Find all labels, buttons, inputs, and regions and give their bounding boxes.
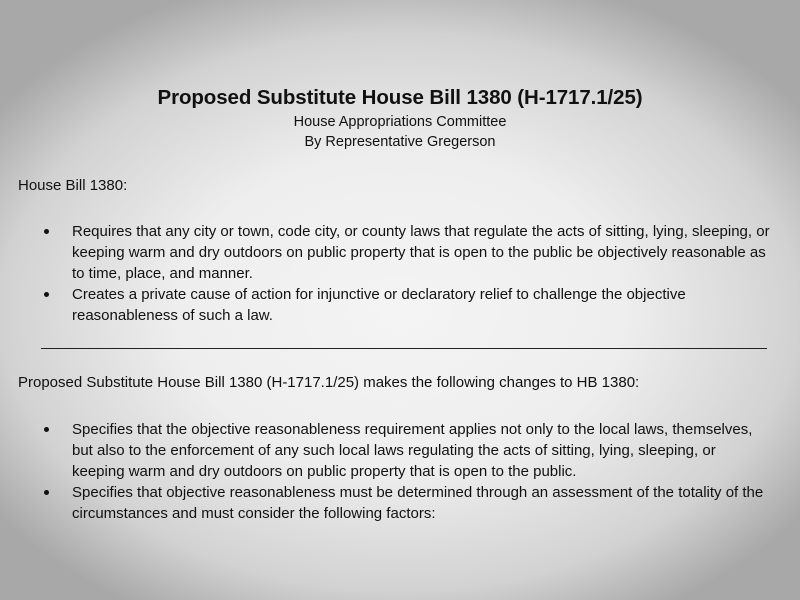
bullet-text: Specifies that objective reasonableness must be determined through an assessment of the totality of the circumstances and must consider the following factors:: [72, 484, 764, 522]
bullet-icon: [44, 229, 49, 234]
bullet-icon: [44, 292, 49, 297]
title-block: [0, 84, 800, 152]
section2-bullet-list: [40, 419, 770, 524]
list-item: [40, 221, 770, 284]
bullet-text: Requires that any city or town, code city, or county laws that regulate the acts of sitting, lying, sleeping, or keeping warm and dry outdoors on public property that is open to the public be objectively reasonable as to time, place, and manner.: [72, 223, 770, 282]
list-item: [40, 284, 770, 326]
bullet-text: Specifies that the objective reasonableness requirement applies not only to the local laws, themselves, but also to the enforcement of any such local laws regulating the acts of sitting, lying, sleeping, or keeping warm and dry outdoors on public property that is open to the public.: [72, 421, 753, 480]
section1-bullet-list: [40, 221, 770, 326]
list-item: [40, 419, 770, 482]
section-divider: [41, 348, 767, 349]
document-title: Proposed Substitute House Bill 1380 (H-1717.1/25): [157, 86, 643, 109]
bullet-icon: [44, 427, 49, 432]
section2-label: Proposed Substitute House Bill 1380 (H-1717.1/25) makes the following changes to HB 1380:: [18, 374, 640, 391]
list-item: [40, 482, 770, 524]
sponsor-line: By Representative Gregerson: [304, 134, 496, 150]
bullet-icon: [44, 490, 49, 495]
committee-line: House Appropriations Committee: [293, 114, 507, 130]
section1-label: House Bill 1380:: [18, 177, 128, 194]
bullet-text: Creates a private cause of action for injunctive or declaratory relief to challenge the objective reasonableness of such a law.: [72, 286, 686, 324]
